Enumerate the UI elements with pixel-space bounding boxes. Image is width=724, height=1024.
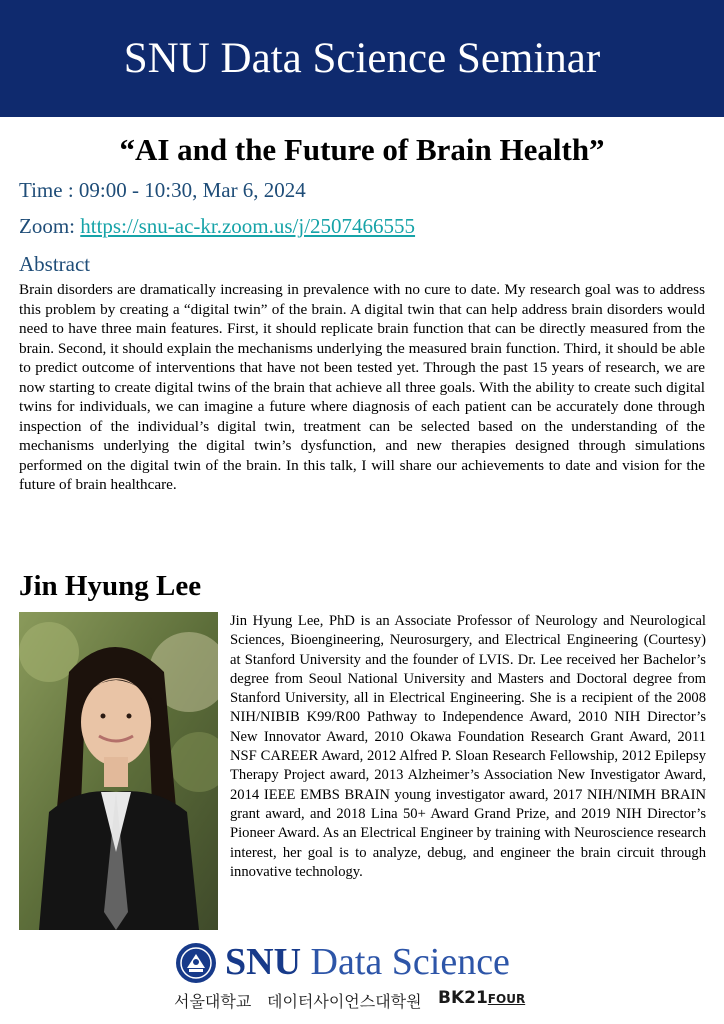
zoom-line bbox=[19, 212, 415, 240]
snu-korean-name: 서울대학교 bbox=[174, 992, 252, 1011]
brand-snu: SNU bbox=[225, 941, 302, 983]
speaker-name: Jin Hyung Lee bbox=[19, 570, 202, 602]
bk21-four-logo bbox=[438, 988, 525, 1008]
abstract-heading: Abstract bbox=[19, 252, 91, 276]
snu-data-science-logo bbox=[175, 942, 555, 986]
header-banner bbox=[0, 0, 724, 117]
zoom-label: Zoom: bbox=[19, 214, 81, 238]
speaker-bio: Jin Hyung Lee, PhD is an Associate Professor of Neurology and Neurological Sciences, Bioengineering, Neurosurgery, and Electrical Engineering (Courtesy) at Stanford University and the founder of LVIS. Dr. Lee received her Bachelor’s degree from Seoul National University and Masters and Doctoral degree from Stanford University, all in Electrical Engineering. She is a recipient of the 2008 NIH/NIBIB K99/R00 Pathway to Independence Award, 2010 NIH Director’s New Innovator Award, 2010 Okawa Foundation Research Grant Award, 2011 NSF CAREER Award, 2012 Alfred P. Sloan Research Fellowship, 2012 Epilepsy Therapy Project award, 2013 Alzheimer’s Association New Investigator Award, 2014 IEEE EMBS BRAIN young investigator award, 2017 NIH/NIMH BRAIN grant award, and 2018 Lina 50+ Award Grand Prize, and 2019 NIH Director’s Pioneer Award. As an Electrical Engineer by training with Neuroscience research interest, her goal is to analyze, debug, and engineer the brain circuit through innovative technology. bbox=[230, 613, 706, 880]
speaker-photo bbox=[19, 612, 218, 930]
snu-emblem-icon bbox=[175, 942, 217, 984]
bk21-text: BK21 bbox=[438, 988, 488, 1008]
graduate-school-korean-name: 데이터사이언스대학원 bbox=[267, 992, 422, 1011]
footer-affiliations bbox=[174, 989, 574, 1015]
talk-title: “AI and the Future of Brain Health” bbox=[119, 132, 605, 167]
brand-wordmark bbox=[225, 940, 510, 984]
abstract-text: Brain disorders are dramatically increasing in prevalence with no cure to date. My research goal was to address this problem by creating a “digital twin” of the brain. A digital twin that can help address brain disorders would need to have three main features. First, it should replicate brain function that can be directly measured from the brain. Second, it should explain the mechanisms underlying the measured brain function. Third, it should be able to predict outcome of interventions that have not been tested yet. Through the past 15 years of research, we are now starting to create digital twins of the brain that achieve all three goals. With the ability to create such digital twins for individuals, we can imagine a future where diagnosis of each patient can be accurately done through inspection of the individual’s digital twin, treatment can be selected based on the understanding of the mechanisms underlying the digital twin’s dysfunction, and new therapies designed through simulations performed on the digital twin of the brain. In this talk, I will share our achievements to date and vision for the future of brain healthcare. bbox=[19, 281, 705, 493]
seminar-title: SNU Data Science Seminar bbox=[123, 35, 601, 82]
brand-data-science: Data Science bbox=[301, 941, 510, 983]
time-line: Time : 09:00 - 10:30, Mar 6, 2024 bbox=[19, 178, 306, 202]
four-text: FOUR bbox=[487, 992, 526, 1006]
zoom-link[interactable]: https://snu-ac-kr.zoom.us/j/2507466555 bbox=[80, 214, 416, 238]
